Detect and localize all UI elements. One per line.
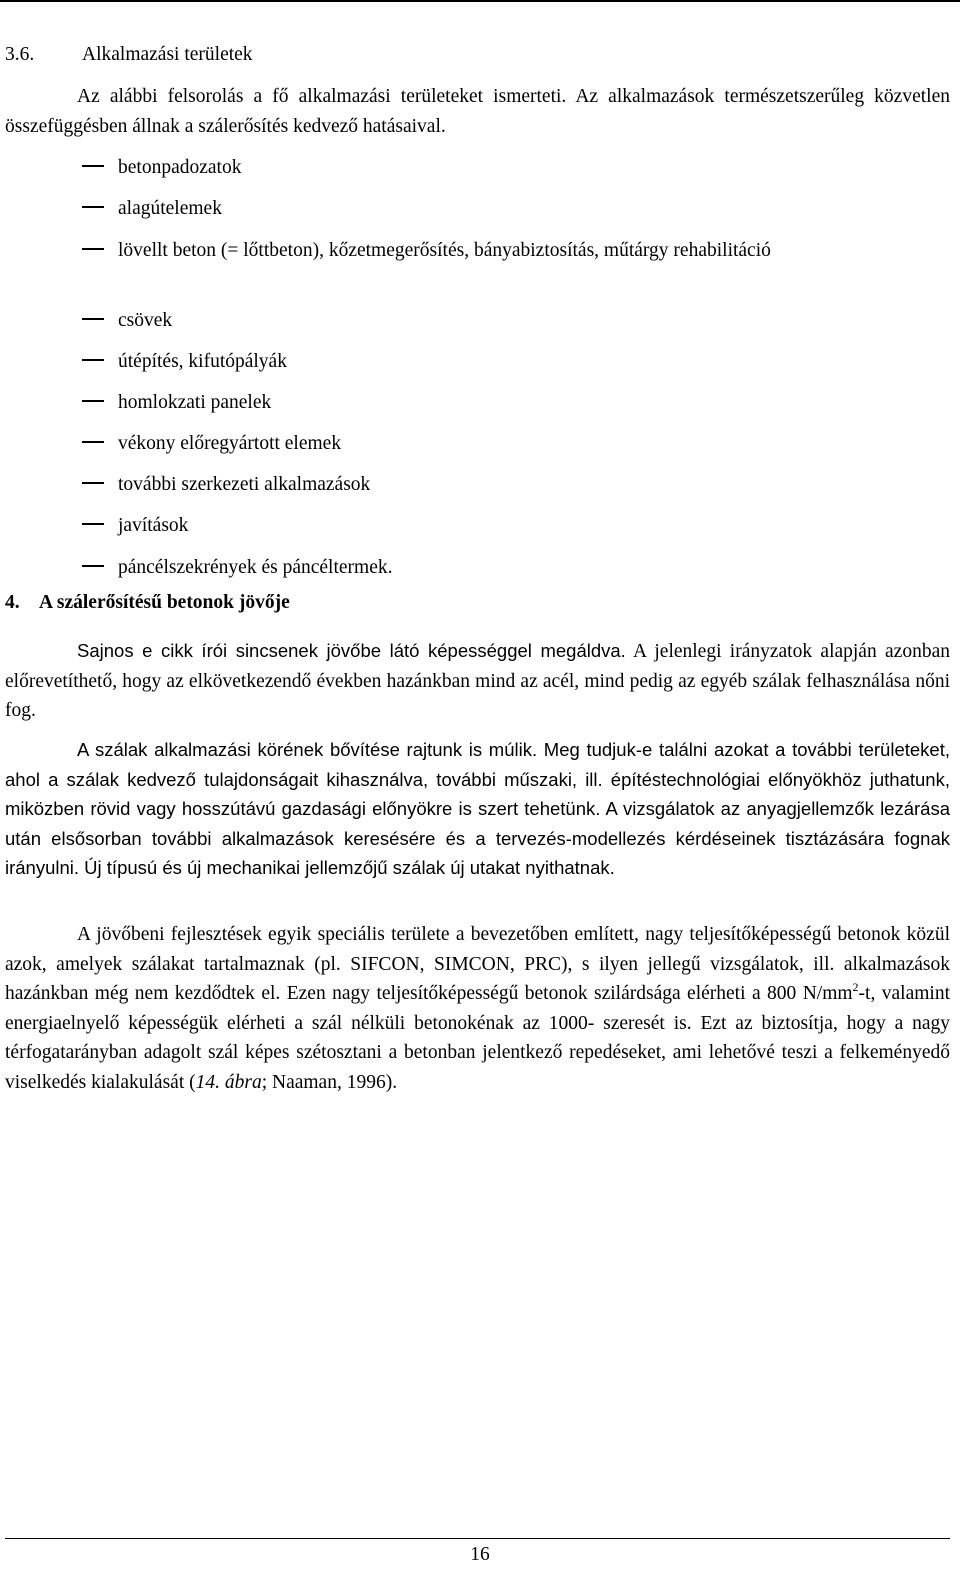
dash-bullet — [82, 165, 104, 167]
paragraph-2: A szálak alkalmazási körének bővítése rajtunk is múlik. Meg tudjuk-e találni azokat a további területeket, ahol a szálak kedvező tulajdonságait kihasználva, további műszaki, ill. építéstechnológiai előnyökhöz juthatunk, miközben rövid vagy hosszútávú gazdasági előnyökre is szert tehetünk. A vizsgálatok az anyagjellemzők lezárása után elsősorban további alkalmazások keresésére és a tervezés-modellezés kérdéseinek tisztázására fognak irányulni. Új típusú és új mechanikai jellemzőjű szálak új utakat nyithatnak. — [5, 739, 950, 878]
superscript: 2 — [852, 980, 859, 994]
dash-bullet — [82, 206, 104, 208]
page-number: 16 — [470, 1544, 490, 1565]
dash-bullet — [82, 359, 104, 361]
dash-bullet — [82, 318, 104, 320]
serif-text: A jelenlegi irányzatok alapján azonban előrevetíthető, hogy az elkövetkezendő években hazánkban mind az acél, mind pedig az egyéb szálak felhasználása nőni fog. — [5, 641, 950, 721]
footer-rule — [5, 1538, 950, 1539]
paragraph-3: A jövőbeni fejlesztések egyik speciális területe a bevezetőben említett, nagy teljesítőképességű betonok közül azok, amelyek szálakat tartalmaznak (pl. SIFCON, SIMCON, PRC), s ilyen jellegű vizsgálatok, ill. alkalmazások hazánkban még nem kezdődtek el. Ezen nagy teljesítőképességű betonok szilárdsága elérheti a 800 $N/mm^2-t$, valamint energiaelnyelő képességük elérheti a szál nélküli betonokénak az 1000- szeresét is. Ezt az biztosítja, hogy a nagy térfogatarányban adagolt szál képes szétosztani a betonban jelentkező repedéseket, ami lehetővé teszi a felkeményedő viselkedés kialakulását (14. ábra; Naaman, 1996). — [5, 924, 950, 1093]
dash-bullet — [82, 248, 104, 250]
section-title: A szálerősítésű betonok jövője — [39, 592, 290, 613]
sans-sentence: Sajnos e cikk írói sincsenek jövőbe látó képességgel megáldva. — [77, 640, 626, 661]
dash-bullet — [82, 441, 104, 443]
intro-paragraph: Az alábbi felsorolás a fő alkalmazási területeket ismerteti. Az alkalmazások természetszerűleg közvetlen összefüggésben állnak a szálerősítés kedvező hatásaival. — [5, 86, 950, 137]
paragraph-1 — [5, 636, 950, 726]
section-title: Alkalmazási területek — [82, 44, 253, 65]
dash-bullet — [82, 482, 104, 484]
dash-bullet — [82, 523, 104, 525]
dash-bullet — [82, 400, 104, 402]
section-number: 3.6. — [5, 44, 35, 65]
top-rule — [0, 0, 960, 2]
section-number: 4. — [5, 592, 20, 613]
dash-bullet — [82, 565, 104, 567]
figure-reference: 14. ábra — [195, 1071, 262, 1093]
